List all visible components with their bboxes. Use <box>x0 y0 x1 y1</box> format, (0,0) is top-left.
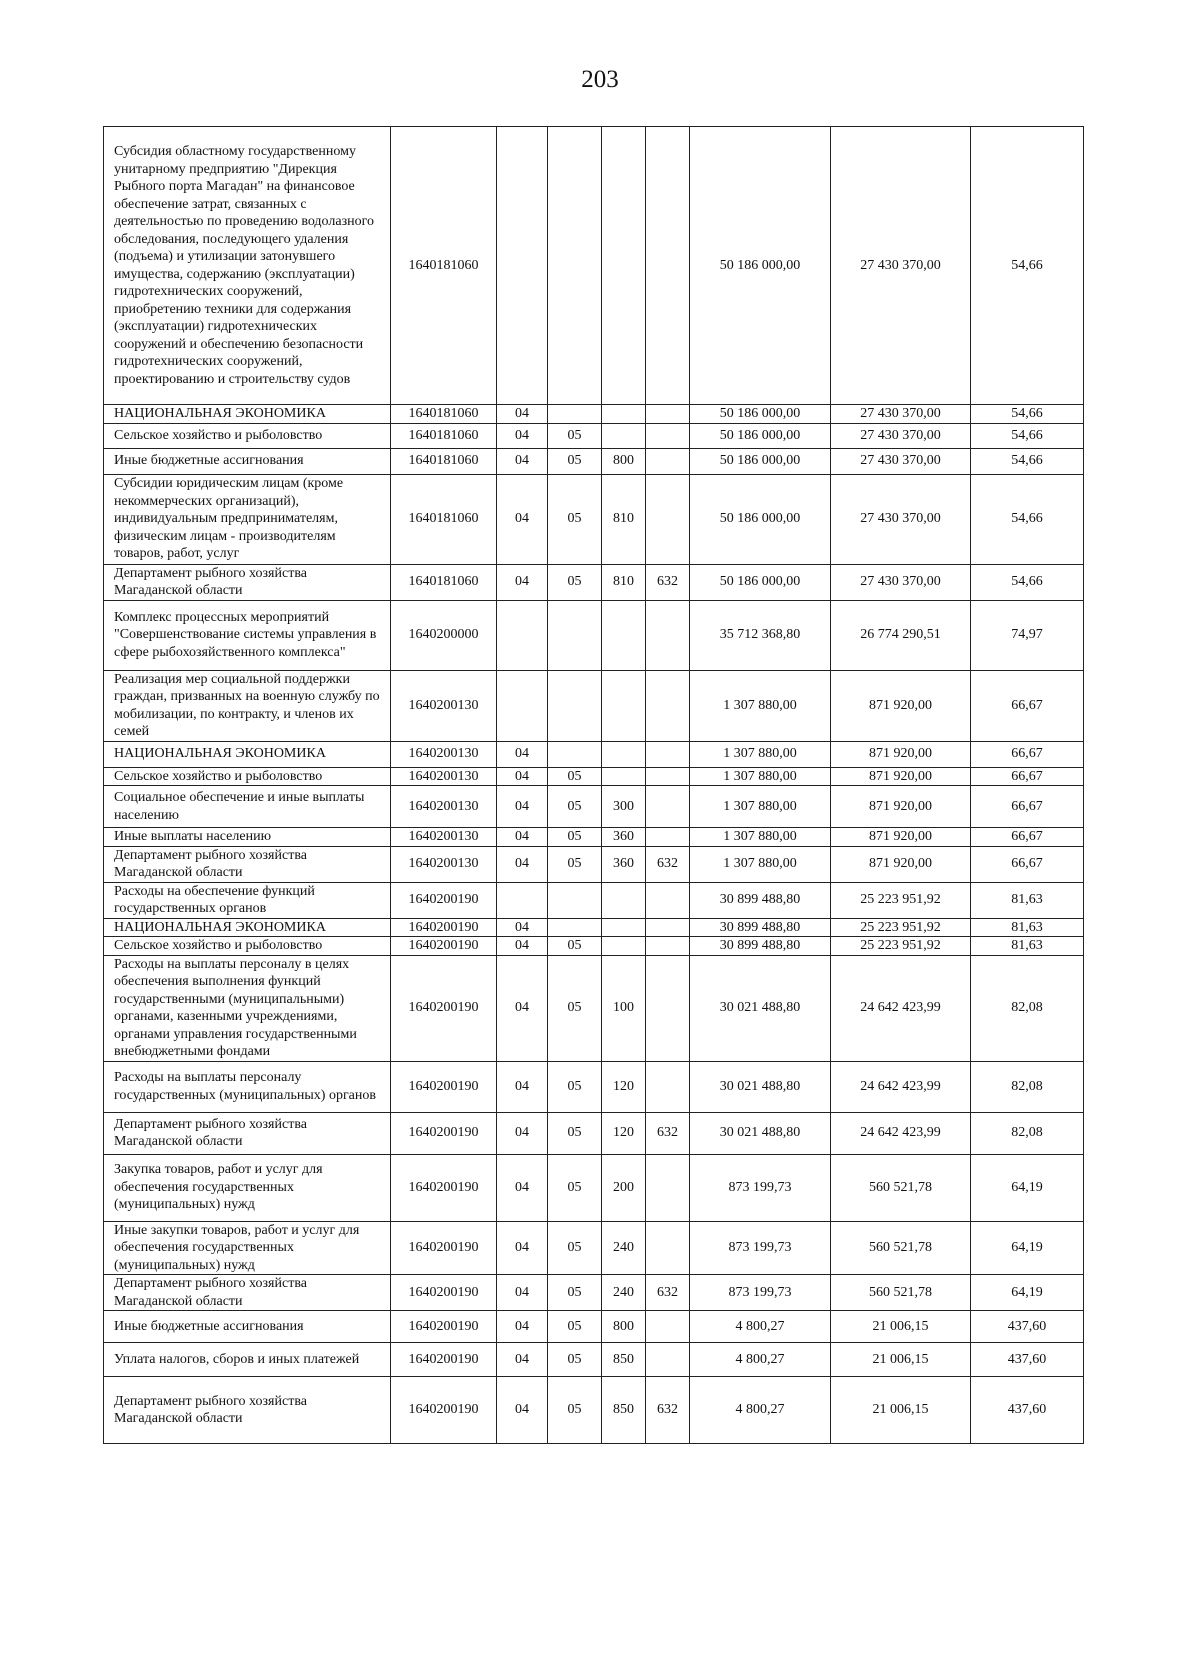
row-execution-percent: 54,66 <box>971 405 1084 424</box>
table-row <box>104 1154 1084 1221</box>
row-execution-percent: 82,08 <box>971 1061 1084 1112</box>
row-executed-amount: 871 920,00 <box>831 828 971 847</box>
row-name: НАЦИОНАЛЬНАЯ ЭКОНОМИКА <box>104 918 391 937</box>
row-expense-type: 120 <box>602 1112 646 1154</box>
row-planned-amount: 50 186 000,00 <box>690 474 831 564</box>
row-department-code: 632 <box>646 1275 690 1311</box>
row-name: Расходы на выплаты персоналу государственных (муниципальных) органов <box>104 1061 391 1112</box>
row-subsection: 05 <box>548 1311 602 1343</box>
table-row <box>104 600 1084 670</box>
row-section: 04 <box>497 1275 548 1311</box>
row-execution-percent: 437,60 <box>971 1311 1084 1343</box>
row-section <box>497 600 548 670</box>
table-row <box>104 767 1084 786</box>
row-execution-percent: 64,19 <box>971 1221 1084 1275</box>
row-planned-amount: 4 800,27 <box>690 1343 831 1377</box>
row-code: 1640181060 <box>391 423 497 448</box>
row-execution-percent: 437,60 <box>971 1377 1084 1444</box>
budget-execution-table <box>103 126 1084 1444</box>
table-body <box>104 127 1084 1444</box>
row-subsection: 05 <box>548 828 602 847</box>
row-executed-amount: 560 521,78 <box>831 1221 971 1275</box>
row-expense-type <box>602 918 646 937</box>
row-executed-amount: 871 920,00 <box>831 846 971 882</box>
row-executed-amount: 25 223 951,92 <box>831 918 971 937</box>
row-name: Департамент рыбного хозяйства Магаданской области <box>104 1112 391 1154</box>
row-planned-amount: 50 186 000,00 <box>690 564 831 600</box>
row-executed-amount: 27 430 370,00 <box>831 474 971 564</box>
row-department-code <box>646 474 690 564</box>
table-row <box>104 1311 1084 1343</box>
row-code: 1640200130 <box>391 670 497 741</box>
table-row <box>104 564 1084 600</box>
row-executed-amount: 26 774 290,51 <box>831 600 971 670</box>
row-section: 04 <box>497 918 548 937</box>
row-executed-amount: 24 642 423,99 <box>831 955 971 1061</box>
row-name: Иные закупки товаров, работ и услуг для обеспечения государственных (муниципальных) нужд <box>104 1221 391 1275</box>
row-subsection: 05 <box>548 1112 602 1154</box>
row-execution-percent: 66,67 <box>971 741 1084 767</box>
row-planned-amount: 1 307 880,00 <box>690 846 831 882</box>
row-expense-type <box>602 741 646 767</box>
row-department-code <box>646 600 690 670</box>
table-row <box>104 127 1084 405</box>
row-expense-type: 800 <box>602 1311 646 1343</box>
row-subsection: 05 <box>548 1275 602 1311</box>
row-executed-amount: 27 430 370,00 <box>831 423 971 448</box>
table-row <box>104 1112 1084 1154</box>
row-subsection <box>548 600 602 670</box>
table-row <box>104 741 1084 767</box>
row-subsection: 05 <box>548 1154 602 1221</box>
row-subsection: 05 <box>548 448 602 474</box>
row-subsection <box>548 670 602 741</box>
row-code: 1640200190 <box>391 1112 497 1154</box>
row-name: Сельское хозяйство и рыболовство <box>104 767 391 786</box>
row-subsection <box>548 127 602 405</box>
row-department-code: 632 <box>646 846 690 882</box>
row-subsection: 05 <box>548 564 602 600</box>
row-executed-amount: 27 430 370,00 <box>831 448 971 474</box>
row-code: 1640181060 <box>391 448 497 474</box>
row-code: 1640200190 <box>391 1154 497 1221</box>
page-number: 203 <box>581 66 619 93</box>
row-code: 1640200130 <box>391 767 497 786</box>
row-execution-percent: 54,66 <box>971 448 1084 474</box>
table-row <box>104 1221 1084 1275</box>
row-department-code <box>646 828 690 847</box>
row-section: 04 <box>497 828 548 847</box>
row-executed-amount: 24 642 423,99 <box>831 1112 971 1154</box>
row-name: Социальное обеспечение и иные выплаты населению <box>104 786 391 828</box>
row-name: Иные бюджетные ассигнования <box>104 448 391 474</box>
table-row <box>104 448 1084 474</box>
row-execution-percent: 66,67 <box>971 767 1084 786</box>
row-code: 1640200190 <box>391 937 497 956</box>
row-subsection: 05 <box>548 1221 602 1275</box>
row-name: Иные выплаты населению <box>104 828 391 847</box>
row-section: 04 <box>497 1112 548 1154</box>
row-expense-type <box>602 600 646 670</box>
table-row <box>104 786 1084 828</box>
row-expense-type: 200 <box>602 1154 646 1221</box>
row-expense-type <box>602 670 646 741</box>
row-executed-amount: 871 920,00 <box>831 786 971 828</box>
row-department-code <box>646 767 690 786</box>
row-department-code <box>646 127 690 405</box>
row-planned-amount: 1 307 880,00 <box>690 767 831 786</box>
row-executed-amount: 27 430 370,00 <box>831 564 971 600</box>
row-section: 04 <box>497 423 548 448</box>
row-department-code <box>646 670 690 741</box>
row-execution-percent: 54,66 <box>971 474 1084 564</box>
table-row <box>104 937 1084 956</box>
row-expense-type: 850 <box>602 1377 646 1444</box>
row-section: 04 <box>497 1221 548 1275</box>
table-row <box>104 828 1084 847</box>
row-expense-type: 800 <box>602 448 646 474</box>
row-department-code <box>646 405 690 424</box>
row-department-code <box>646 786 690 828</box>
row-name: Сельское хозяйство и рыболовство <box>104 423 391 448</box>
row-department-code <box>646 937 690 956</box>
table-row <box>104 474 1084 564</box>
row-subsection: 05 <box>548 423 602 448</box>
row-expense-type: 850 <box>602 1343 646 1377</box>
row-expense-type: 240 <box>602 1275 646 1311</box>
row-planned-amount: 1 307 880,00 <box>690 670 831 741</box>
row-code: 1640200190 <box>391 1061 497 1112</box>
row-executed-amount: 560 521,78 <box>831 1275 971 1311</box>
row-code: 1640200130 <box>391 828 497 847</box>
row-name: Департамент рыбного хозяйства Магаданской области <box>104 1377 391 1444</box>
row-planned-amount: 4 800,27 <box>690 1377 831 1444</box>
row-subsection: 05 <box>548 846 602 882</box>
row-expense-type: 240 <box>602 1221 646 1275</box>
row-executed-amount: 25 223 951,92 <box>831 882 971 918</box>
row-section <box>497 670 548 741</box>
row-expense-type <box>602 127 646 405</box>
row-expense-type: 300 <box>602 786 646 828</box>
row-subsection: 05 <box>548 955 602 1061</box>
row-expense-type <box>602 937 646 956</box>
row-name: Департамент рыбного хозяйства Магаданской области <box>104 1275 391 1311</box>
row-expense-type: 810 <box>602 564 646 600</box>
row-subsection <box>548 741 602 767</box>
row-execution-percent: 437,60 <box>971 1343 1084 1377</box>
row-code: 1640200190 <box>391 918 497 937</box>
row-code: 1640181060 <box>391 474 497 564</box>
row-name: НАЦИОНАЛЬНАЯ ЭКОНОМИКА <box>104 741 391 767</box>
row-planned-amount: 30 899 488,80 <box>690 882 831 918</box>
row-code: 1640200190 <box>391 882 497 918</box>
row-planned-amount: 50 186 000,00 <box>690 448 831 474</box>
row-department-code <box>646 448 690 474</box>
row-expense-type <box>602 423 646 448</box>
row-planned-amount: 873 199,73 <box>690 1221 831 1275</box>
table-row <box>104 846 1084 882</box>
row-execution-percent: 66,67 <box>971 846 1084 882</box>
row-section: 04 <box>497 741 548 767</box>
row-section: 04 <box>497 937 548 956</box>
row-execution-percent: 54,66 <box>971 127 1084 405</box>
row-name: Комплекс процессных мероприятий "Совершенствование системы управления в сфере рыбохозяйственного комплекса" <box>104 600 391 670</box>
row-department-code <box>646 1221 690 1275</box>
row-section: 04 <box>497 1061 548 1112</box>
row-name: Департамент рыбного хозяйства Магаданской области <box>104 564 391 600</box>
row-department-code <box>646 882 690 918</box>
row-executed-amount: 871 920,00 <box>831 767 971 786</box>
row-expense-type <box>602 405 646 424</box>
row-execution-percent: 81,63 <box>971 918 1084 937</box>
row-planned-amount: 30 899 488,80 <box>690 937 831 956</box>
row-name: Уплата налогов, сборов и иных платежей <box>104 1343 391 1377</box>
row-department-code: 632 <box>646 1377 690 1444</box>
row-subsection <box>548 405 602 424</box>
table-row <box>104 1061 1084 1112</box>
row-planned-amount: 50 186 000,00 <box>690 423 831 448</box>
row-section: 04 <box>497 448 548 474</box>
row-execution-percent: 64,19 <box>971 1154 1084 1221</box>
row-subsection <box>548 882 602 918</box>
table-row <box>104 405 1084 424</box>
row-execution-percent: 66,67 <box>971 670 1084 741</box>
row-planned-amount: 30 021 488,80 <box>690 1112 831 1154</box>
row-planned-amount: 30 899 488,80 <box>690 918 831 937</box>
row-execution-percent: 66,67 <box>971 828 1084 847</box>
row-code: 1640200190 <box>391 1343 497 1377</box>
row-planned-amount: 873 199,73 <box>690 1154 831 1221</box>
row-execution-percent: 82,08 <box>971 955 1084 1061</box>
row-section: 04 <box>497 1154 548 1221</box>
row-expense-type: 100 <box>602 955 646 1061</box>
row-name: Субсидии юридическим лицам (кроме некоммерческих организаций), индивидуальным предпринимателям, физическим лицам - производителям товаров, работ, услуг <box>104 474 391 564</box>
row-execution-percent: 54,66 <box>971 564 1084 600</box>
row-department-code <box>646 1311 690 1343</box>
row-section: 04 <box>497 405 548 424</box>
row-name: Департамент рыбного хозяйства Магаданской области <box>104 846 391 882</box>
row-code: 1640181060 <box>391 564 497 600</box>
row-executed-amount: 871 920,00 <box>831 670 971 741</box>
row-executed-amount: 560 521,78 <box>831 1154 971 1221</box>
row-planned-amount: 30 021 488,80 <box>690 1061 831 1112</box>
row-planned-amount: 4 800,27 <box>690 1311 831 1343</box>
row-subsection: 05 <box>548 786 602 828</box>
row-subsection <box>548 918 602 937</box>
row-expense-type: 360 <box>602 828 646 847</box>
row-section: 04 <box>497 1311 548 1343</box>
row-execution-percent: 54,66 <box>971 423 1084 448</box>
row-expense-type <box>602 767 646 786</box>
row-subsection: 05 <box>548 937 602 956</box>
table-row <box>104 1275 1084 1311</box>
row-section: 04 <box>497 1377 548 1444</box>
row-section: 04 <box>497 474 548 564</box>
row-section: 04 <box>497 846 548 882</box>
row-section: 04 <box>497 564 548 600</box>
row-expense-type <box>602 882 646 918</box>
row-planned-amount: 873 199,73 <box>690 1275 831 1311</box>
row-execution-percent: 81,63 <box>971 937 1084 956</box>
row-code: 1640200130 <box>391 741 497 767</box>
row-subsection: 05 <box>548 1377 602 1444</box>
row-code: 1640181060 <box>391 127 497 405</box>
row-subsection: 05 <box>548 1061 602 1112</box>
row-planned-amount: 50 186 000,00 <box>690 405 831 424</box>
row-section: 04 <box>497 955 548 1061</box>
row-executed-amount: 27 430 370,00 <box>831 127 971 405</box>
row-department-code <box>646 1154 690 1221</box>
row-name: Расходы на обеспечение функций государственных органов <box>104 882 391 918</box>
row-section <box>497 882 548 918</box>
row-executed-amount: 21 006,15 <box>831 1311 971 1343</box>
row-code: 1640181060 <box>391 405 497 424</box>
row-section: 04 <box>497 786 548 828</box>
row-name: Иные бюджетные ассигнования <box>104 1311 391 1343</box>
row-expense-type: 360 <box>602 846 646 882</box>
row-subsection: 05 <box>548 474 602 564</box>
row-subsection: 05 <box>548 1343 602 1377</box>
table-row <box>104 955 1084 1061</box>
row-code: 1640200190 <box>391 1377 497 1444</box>
row-executed-amount: 27 430 370,00 <box>831 405 971 424</box>
row-expense-type: 120 <box>602 1061 646 1112</box>
row-executed-amount: 25 223 951,92 <box>831 937 971 956</box>
row-code: 1640200190 <box>391 1311 497 1343</box>
row-name: Закупка товаров, работ и услуг для обеспечения государственных (муниципальных) нужд <box>104 1154 391 1221</box>
row-code: 1640200190 <box>391 1275 497 1311</box>
table-row <box>104 918 1084 937</box>
row-department-code <box>646 1343 690 1377</box>
row-department-code <box>646 918 690 937</box>
row-planned-amount: 50 186 000,00 <box>690 127 831 405</box>
row-section: 04 <box>497 1343 548 1377</box>
row-department-code: 632 <box>646 564 690 600</box>
row-execution-percent: 66,67 <box>971 786 1084 828</box>
row-expense-type: 810 <box>602 474 646 564</box>
row-executed-amount: 21 006,15 <box>831 1343 971 1377</box>
row-executed-amount: 21 006,15 <box>831 1377 971 1444</box>
row-code: 1640200000 <box>391 600 497 670</box>
row-executed-amount: 24 642 423,99 <box>831 1061 971 1112</box>
table-row <box>104 670 1084 741</box>
row-name: НАЦИОНАЛЬНАЯ ЭКОНОМИКА <box>104 405 391 424</box>
row-department-code <box>646 423 690 448</box>
row-execution-percent: 64,19 <box>971 1275 1084 1311</box>
row-execution-percent: 81,63 <box>971 882 1084 918</box>
row-department-code <box>646 955 690 1061</box>
row-department-code <box>646 741 690 767</box>
table-row <box>104 882 1084 918</box>
table-row <box>104 423 1084 448</box>
row-planned-amount: 1 307 880,00 <box>690 786 831 828</box>
row-code: 1640200190 <box>391 1221 497 1275</box>
row-code: 1640200130 <box>391 786 497 828</box>
row-planned-amount: 1 307 880,00 <box>690 741 831 767</box>
row-planned-amount: 30 021 488,80 <box>690 955 831 1061</box>
row-code: 1640200130 <box>391 846 497 882</box>
row-planned-amount: 1 307 880,00 <box>690 828 831 847</box>
row-department-code <box>646 1061 690 1112</box>
row-subsection: 05 <box>548 767 602 786</box>
table-row <box>104 1343 1084 1377</box>
row-executed-amount: 871 920,00 <box>831 741 971 767</box>
row-name: Субсидия областному государственному унитарному предприятию "Дирекция Рыбного порта Магадан" на финансовое обеспечение затрат, связанных с деятельностью по проведению водолазного обследования, последующего удаления (подъема) и утилизации затонувшего имущества, содержанию (эксплуатации) гидротехнических сооружений, приобретению техники для содержания (эксплуатации) гидротехнических сооружений и обеспечению безопасности гидротехнических сооружений, проектированию и строительству судов <box>104 127 391 405</box>
row-name: Расходы на выплаты персоналу в целях обеспечения выполнения функций государственными (муниципальными) органами, казенными учреждениями, органами управления государственными внебюджетными фондами <box>104 955 391 1061</box>
row-execution-percent: 74,97 <box>971 600 1084 670</box>
row-code: 1640200190 <box>391 955 497 1061</box>
row-section <box>497 127 548 405</box>
row-section: 04 <box>497 767 548 786</box>
row-execution-percent: 82,08 <box>971 1112 1084 1154</box>
row-name: Сельское хозяйство и рыболовство <box>104 937 391 956</box>
table-row <box>104 1377 1084 1444</box>
row-department-code: 632 <box>646 1112 690 1154</box>
row-name: Реализация мер социальной поддержки граждан, призванных на военную службу по мобилизации, по контракту, и членов их семей <box>104 670 391 741</box>
row-planned-amount: 35 712 368,80 <box>690 600 831 670</box>
